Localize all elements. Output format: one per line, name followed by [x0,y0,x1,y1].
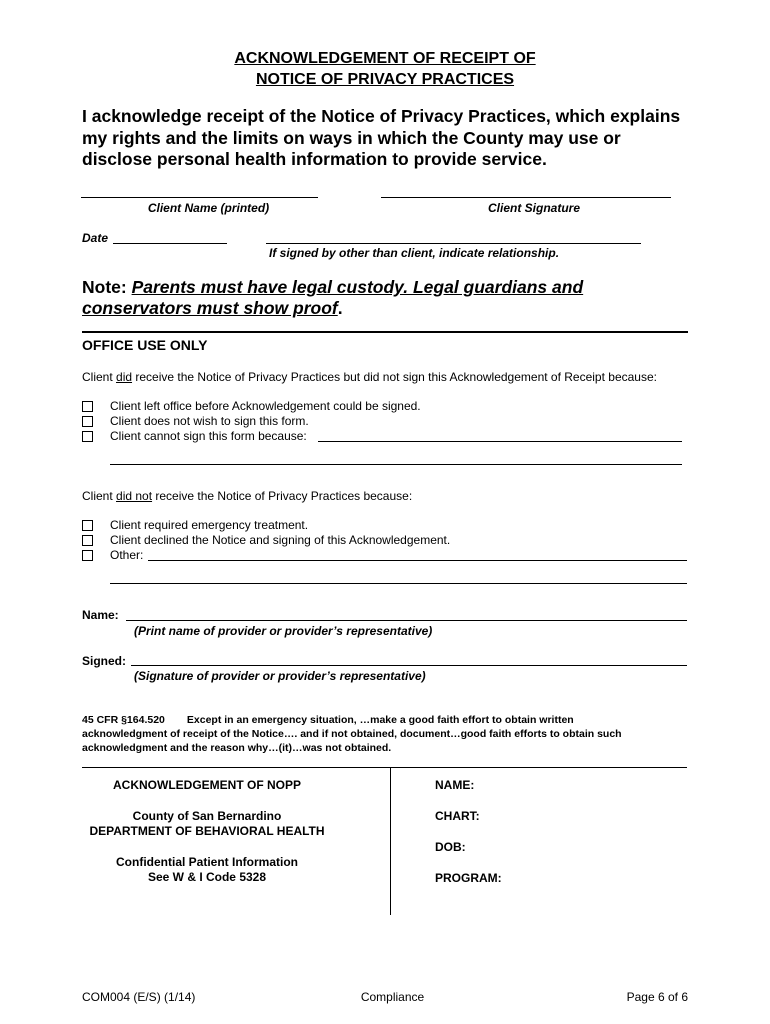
did-receive-statement [82,370,657,384]
did-not-receive-statement [82,489,412,503]
did-receive-pre: Client [82,370,117,384]
provider-name-label: Name: [82,608,119,622]
date-label: Date [82,231,109,245]
provider-name-line[interactable] [126,620,687,621]
nopp-title: ACKNOWLEDGEMENT OF NOPP [113,778,301,792]
office-use-heading: OFFICE USE ONLY [82,337,208,353]
other-reason-line[interactable] [148,560,687,561]
did-receive-emph: did [116,370,133,384]
checkbox-other[interactable] [82,550,93,561]
option-other: Other: [110,548,144,562]
option-cannot-sign: Client cannot sign this form because: [110,429,307,443]
cfr-reference [82,713,692,756]
checkbox-cannot-sign[interactable] [82,431,93,442]
cannot-sign-reason-line[interactable] [318,441,682,442]
option-emergency: Client required emergency treatment. [110,518,309,532]
patient-name-label: NAME: [435,778,475,792]
intro-line: I acknowledge receipt of the Notice of Privacy Practices, which explains [82,106,681,126]
checkbox-does-not-wish[interactable] [82,416,93,427]
client-signature-line[interactable] [381,197,671,198]
checkbox-declined[interactable] [82,535,93,546]
option-does-not-wish: Client does not wish to sign this form. [110,414,309,428]
option-declined: Client declined the Notice and signing of this Acknowledgement. [110,533,451,547]
intro-line: my rights and the limits on ways in which the County may use or [82,127,621,148]
relationship-caption: If signed by other than client, indicate relationship. [269,246,560,260]
provider-signed-label: Signed: [82,654,126,668]
did-not-receive-pre: Client [82,489,117,503]
dob-label: DOB: [435,840,466,854]
form-title-line1: ACKNOWLEDGEMENT OF RECEIPT OF [234,50,536,67]
custody-note [82,277,722,319]
footer-box-top-border [82,767,687,768]
note-line1: Parents must have legal custody. Legal guardians and [131,277,584,297]
confidential-label: Confidential Patient Information [116,855,298,869]
option-left-office: Client left office before Acknowledgement could be signed. [110,399,421,413]
county-name: County of San Bernardino [132,809,282,823]
cfr-text-line3: acknowledgment and the reason why…(it)…was not obtained. [82,742,392,755]
cfr-text-line2: acknowledgment of receipt of the Notice…. and if not obtained, document…good faith efforts to obtain such [82,728,622,741]
client-signature-caption: Client Signature [487,201,580,215]
cannot-sign-reason-line-2[interactable] [110,464,682,465]
department-name: DEPARTMENT OF BEHAVIORAL HEALTH [89,824,325,838]
office-use-divider [82,331,688,333]
provider-signature-caption: (Signature of provider or provider’s representative) [134,669,426,683]
chart-label: CHART: [435,809,480,823]
note-line2: conservators must show proof [82,298,338,318]
page-number: Page 6 of 6 [626,990,688,1004]
form-id: COM004 (E/S) (1/14) [82,990,196,1004]
checkbox-emergency[interactable] [82,520,93,531]
cfr-text-line1: Except in an emergency situation, …make a good faith effort to obtain written [186,714,574,726]
note-prefix: Note: [82,277,132,297]
cfr-citation: 45 CFR §164.520 [82,714,165,726]
intro-line: disclose personal health information to provide service. [82,149,547,169]
did-not-receive-post: receive the Notice of Privacy Practices because: [152,489,413,503]
date-line[interactable] [113,243,227,244]
program-label: PROGRAM: [435,871,502,885]
intro-statement [82,106,722,171]
provider-name-caption: (Print name of provider or provider’s representative) [134,624,433,638]
did-not-receive-emph: did not [116,489,153,503]
footer-department: Compliance [360,990,425,1004]
client-name-line[interactable] [81,197,318,198]
provider-signature-line[interactable] [131,665,687,666]
other-reason-line-2[interactable] [110,583,687,584]
did-receive-post: receive the Notice of Privacy Practices but did not sign this Acknowledgement of Receipt because: [132,370,657,384]
checkbox-left-office[interactable] [82,401,93,412]
client-name-caption: Client Name (printed) [147,201,270,215]
relationship-line[interactable] [266,243,641,244]
note-period: . [337,298,343,318]
form-title-line2: NOTICE OF PRIVACY PRACTICES [255,71,515,88]
code-reference: See W & I Code 5328 [147,870,267,884]
footer-box-divider [390,768,391,915]
